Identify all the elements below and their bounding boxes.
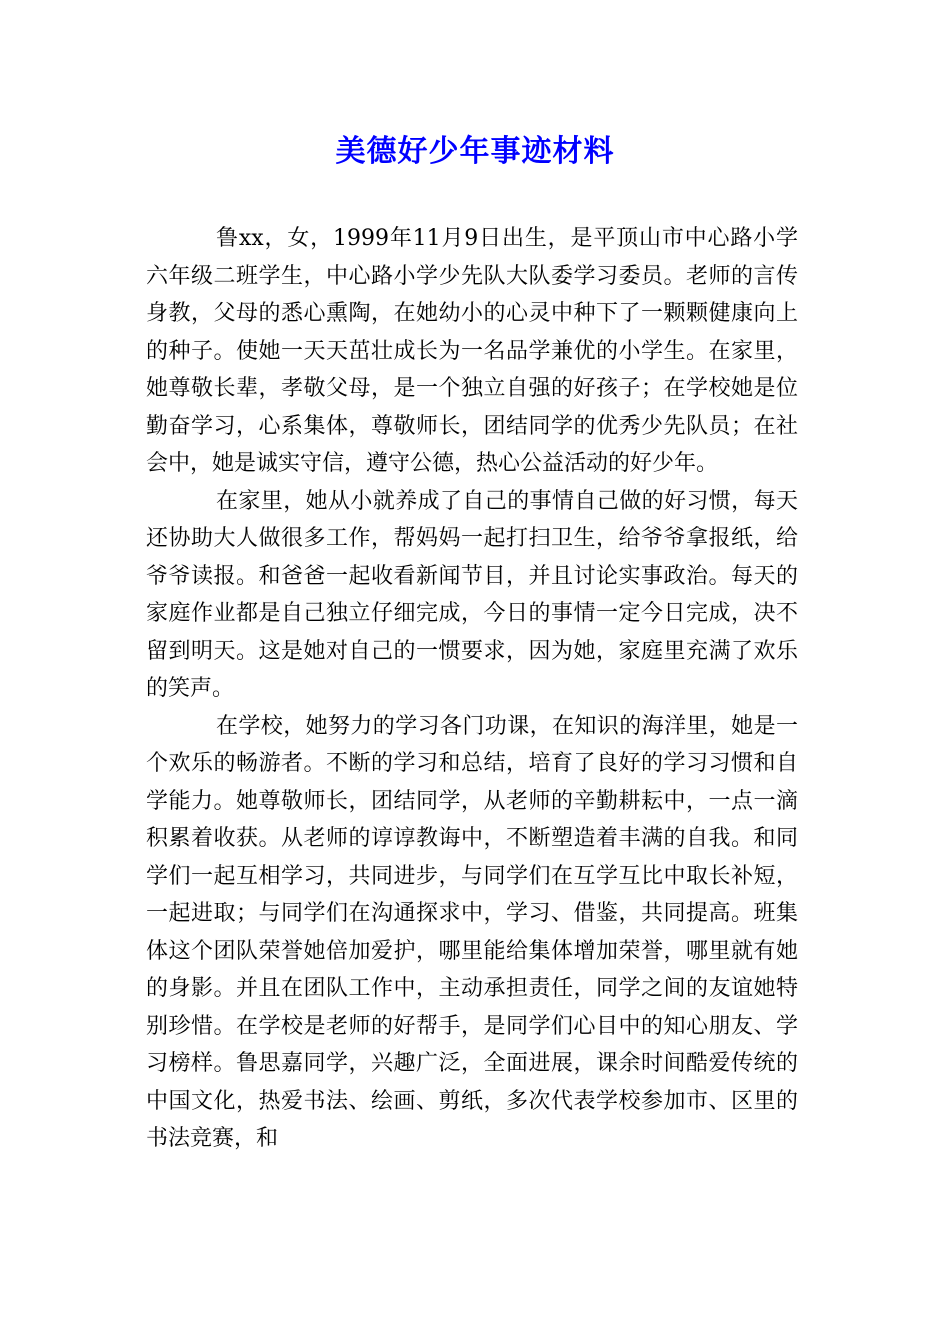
paragraph-intro: 鲁xx，女，1999年11月9日出生，是平顶山市中心路小学六年级二班学生，中心路小学少先队大队委学习委员。老师的言传身教，父母的悉心熏陶，在她幼小的心灵中种下了一颗颗健康向上的种子。使她一天天茁壮成长为一名品学兼优的小学生。在家里，她尊敬长辈，孝敬父母，是一个独立自强的好孩子；在学校她是位勤奋学习，心系集体，尊敬师长，团结同学的优秀少先队员；在社会中，她是诚实守信，遵守公德，热心公益活动的好少年。 bbox=[146, 226, 798, 476]
paragraph-at-home: 在家里，她从小就养成了自己的事情自己做的好习惯，每天还协助大人做很多工作，帮妈妈一起打扫卫生，给爷爷拿报纸，给爷爷读报。和爸爸一起收看新闻节目，并且讨论实事政治。每天的家庭作业都是自己独立仔细完成，今日的事情一定今日完成，决不留到明天。这是她对自己的一惯要求，因为她，家庭里充满了欢乐的笑声。 bbox=[146, 488, 798, 701]
document-body bbox=[146, 220, 798, 1158]
paragraph-at-school: 在学校，她努力的学习各门功课，在知识的海洋里，她是一个欢乐的畅游者。不断的学习和总结，培育了良好的学习习惯和自学能力。她尊敬师长，团结同学，从老师的辛勤耕耘中，一点一滴积累着收获。从老师的谆谆教诲中，不断塑造着丰满的自我。和同学们一起互相学习，共同进步，与同学们在互学互比中取长补短，一起进取；与同学们在沟通探求中，学习、借鉴，共同提高。班集体这个团队荣誉她倍加爱护，哪里能给集体增加荣誉，哪里就有她的身影。并且在团队工作中，主动承担责任，同学之间的友谊她特别珍惜。在学校是老师的好帮手，是同学们心目中的知心朋友、学习榜样。鲁思嘉同学，兴趣广泛，全面进展，课余时间酷爱传统的中国文化，热爱书法、绘画、剪纸，多次代表学校参加市、区里的书法竞赛，和 bbox=[146, 713, 798, 1151]
document-title: 美德好少年事迹材料 bbox=[335, 134, 615, 169]
